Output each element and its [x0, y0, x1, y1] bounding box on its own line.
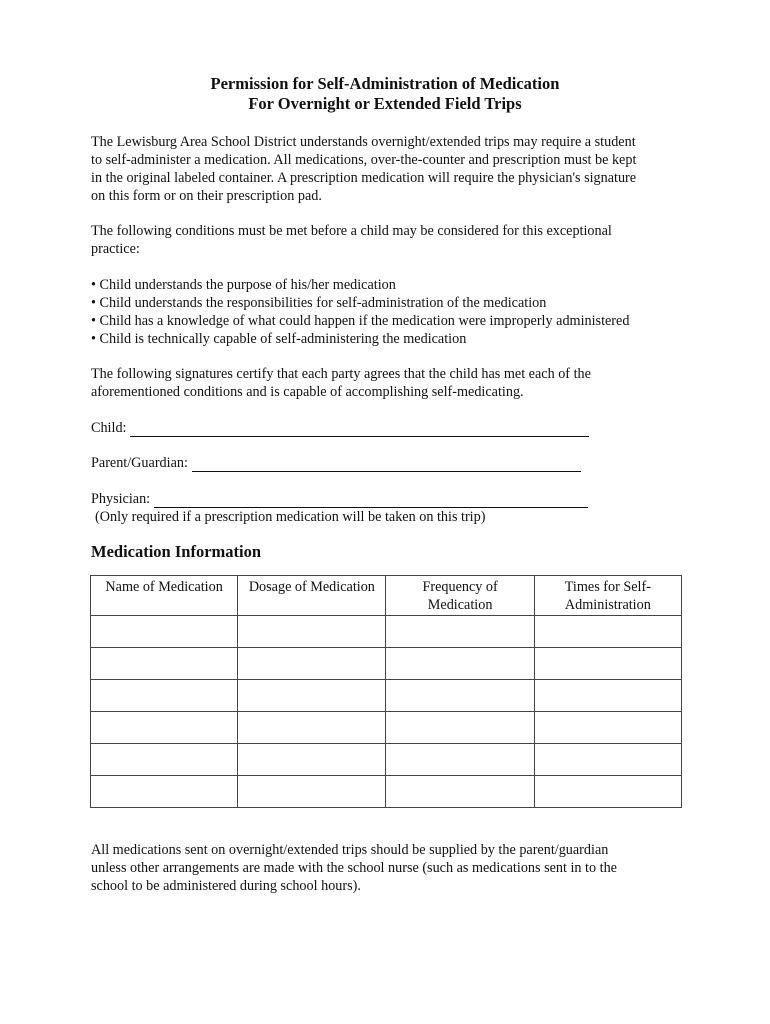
conditions-line: The following conditions must be met before a child may be considered for this exceptional — [91, 223, 612, 239]
intro-paragraph — [91, 133, 691, 205]
intro-line: The Lewisburg Area School District understands overnight/extended trips may require a student — [91, 134, 636, 150]
column-header-times: Times for Self- Administration — [534, 576, 681, 616]
table-cell[interactable] — [386, 712, 534, 744]
medication-heading: Medication Information — [91, 542, 262, 561]
table-header-row — [91, 576, 682, 616]
table-cell[interactable] — [238, 616, 386, 648]
title-line-1: Permission for Self-Administration of Medication — [210, 74, 560, 93]
physician-label: Physician: — [91, 491, 151, 507]
table-row — [91, 616, 682, 648]
title-line-2: For Overnight or Extended Field Trips — [248, 94, 522, 113]
certify-line: aforementioned conditions and is capable of accomplishing self-medicating. — [91, 384, 524, 400]
column-header-name: Name of Medication — [91, 576, 238, 616]
footer-line: unless other arrangements are made with the school nurse (such as medications sent in to the — [91, 860, 617, 876]
form-title — [0, 74, 770, 114]
table-row — [91, 680, 682, 712]
table-cell[interactable] — [238, 648, 386, 680]
bullet-icon: • — [91, 295, 96, 311]
child-signature-line[interactable] — [130, 422, 589, 437]
table-row — [91, 744, 682, 776]
intro-line: to self-administer a medication. All medications, over-the-counter and prescription must be kept — [91, 152, 637, 168]
child-label: Child: — [91, 420, 127, 436]
table-cell[interactable] — [386, 616, 534, 648]
physician-note: (Only required if a prescription medication will be taken on this trip) — [95, 509, 486, 525]
parent-label: Parent/Guardian: — [91, 455, 188, 471]
table-row — [91, 712, 682, 744]
table-cell[interactable] — [386, 744, 534, 776]
table-cell[interactable] — [91, 648, 238, 680]
table-cell[interactable] — [386, 776, 534, 808]
column-header-dosage: Dosage of Medication — [238, 576, 386, 616]
table-cell[interactable] — [238, 712, 386, 744]
table-cell[interactable] — [534, 776, 681, 808]
table-cell[interactable] — [91, 744, 238, 776]
list-item: • Child understands the purpose of his/her medication — [91, 277, 396, 293]
table-cell[interactable] — [534, 648, 681, 680]
bullet-icon: • — [91, 313, 96, 329]
table-cell[interactable] — [534, 712, 681, 744]
parent-signature-field — [91, 454, 581, 472]
table-cell[interactable] — [386, 648, 534, 680]
table-cell[interactable] — [91, 616, 238, 648]
conditions-line: practice: — [91, 241, 140, 257]
parent-signature-line[interactable] — [192, 457, 581, 472]
physician-signature-field — [91, 490, 588, 508]
table-cell[interactable] — [238, 776, 386, 808]
certify-paragraph — [91, 365, 691, 401]
intro-line: in the original labeled container. A prescription medication will require the physician's signature — [91, 170, 637, 186]
medication-table — [90, 575, 682, 808]
child-signature-field — [91, 419, 589, 437]
table-row — [91, 648, 682, 680]
footer-paragraph — [91, 841, 691, 895]
table-cell[interactable] — [238, 680, 386, 712]
list-item: • Child is technically capable of self-administering the medication — [91, 331, 467, 347]
table-cell[interactable] — [91, 680, 238, 712]
column-header-frequency: Frequency of Medication — [386, 576, 534, 616]
table-cell[interactable] — [91, 776, 238, 808]
conditions-paragraph — [91, 222, 691, 258]
table-cell[interactable] — [91, 712, 238, 744]
list-item: • Child has a knowledge of what could happen if the medication were improperly administered — [91, 313, 630, 329]
certify-line: The following signatures certify that each party agrees that the child has met each of the — [91, 366, 591, 382]
table-row — [91, 776, 682, 808]
table-cell[interactable] — [534, 744, 681, 776]
footer-line: All medications sent on overnight/extended trips should be supplied by the parent/guardian — [91, 842, 609, 858]
conditions-list — [91, 276, 691, 348]
table-cell[interactable] — [386, 680, 534, 712]
table-cell[interactable] — [238, 744, 386, 776]
physician-signature-line[interactable] — [154, 493, 588, 508]
table-cell[interactable] — [534, 616, 681, 648]
table-cell[interactable] — [534, 680, 681, 712]
footer-line: school to be administered during school hours). — [91, 878, 361, 894]
intro-line: on this form or on their prescription pad. — [91, 188, 322, 204]
bullet-icon: • — [91, 331, 96, 347]
list-item: • Child understands the responsibilities for self-administration of the medication — [91, 295, 547, 311]
bullet-icon: • — [91, 277, 96, 293]
